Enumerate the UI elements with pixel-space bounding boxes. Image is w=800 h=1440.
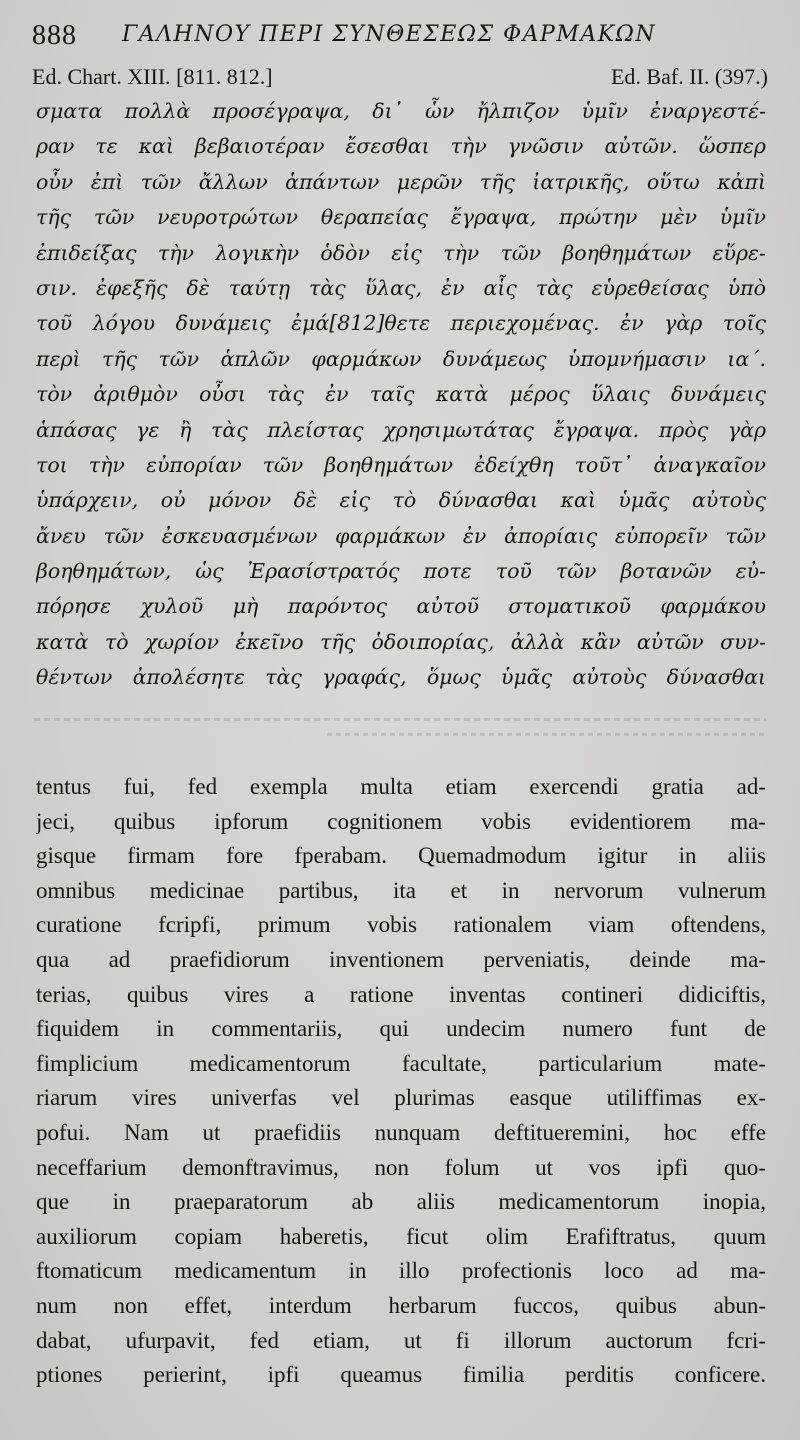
latin-line: fiquidem in commentariis, qui undecim numero funt de <box>36 1016 766 1042</box>
greek-line: τοι τὴν εὐπορίαν τῶν βοηθημάτων ἐδείχθη τοῦτ᾽ ἀναγκαῖον <box>36 452 766 477</box>
latin-line: dabat, ufurpavit, fed etiam, ut fi illorum auctorum fcri- <box>36 1327 766 1353</box>
greek-line: οὖν ἐπὶ τῶν ἄλλων ἁπάντων μερῶν τῆς ἰατρικῆς, οὕτω κἀπὶ <box>36 169 766 194</box>
latin-line: num non effet, interdum herbarum fuccos, quibus abun- <box>36 1292 766 1318</box>
latin-line: terias, quibus vires a ratione inventas contineri didiciftis, <box>36 981 766 1007</box>
greek-line: σματα πολλὰ προσέγραψα, δι᾽ ὧν ἤλπιζον ὑμῖν ἐναργεστέ- <box>36 99 766 123</box>
greek-line: ἐπιδείξας τὴν λογικὴν ὁδὸν εἰς τὴν τῶν βοηθημάτων εὕρε- <box>36 240 766 265</box>
greek-line: ὑπάρχειν, οὐ μόνον δὲ εἰς τὸ δύνασθαι καὶ ὑμᾶς αὐτοὺς <box>36 488 766 513</box>
latin-line: auxiliorum copiam haberetis, ficut olim Erafiftratus, quum <box>36 1223 766 1249</box>
running-title: ΓΑΛΗΝΟΥ ΠΕΡΙ ΣΥΝΘΕΣΕΩΣ ΦΑΡΜΑΚΩΝ <box>122 22 657 47</box>
greek-line: κατὰ τὸ χωρίον ἐκεῖνο τῆς ὁδοιπορίας, ἀλλὰ κἂν αὐτῶν συν- <box>36 629 766 654</box>
greek-text-column <box>36 94 766 696</box>
greek-line: βοηθημάτων, ὡς Ἐρασίστρατός ποτε τοῦ τῶν βοτανῶν εὐ- <box>36 559 766 584</box>
greek-line: ραν τε καὶ βεβαιοτέραν ἔσεσθαι τὴν γνῶσιν αὐτῶν. ὥσπερ <box>36 134 766 159</box>
edition-references <box>32 64 768 94</box>
latin-line: omnibus medicinae partibus, ita et in nervorum vulnerum <box>36 877 766 903</box>
page-number: 888 <box>32 20 77 51</box>
latin-line: ftomaticum medicamentum in illo profectionis loco ad ma- <box>36 1258 766 1284</box>
latin-line: neceffarium demonftravimus, non folum ut vos ipfi quo- <box>36 1154 766 1180</box>
latin-line: gisque firmam fore fperabam. Quemadmodum igitur in aliis <box>36 843 766 869</box>
latin-line: jeci, quibus ipforum cognitionem vobis evidentiorem ma- <box>36 808 766 834</box>
edition-basel-reference: Ed. Baf. II. (397.) <box>610 64 768 89</box>
greek-line: ἄνευ τῶν ἐσκευασμένων φαρμάκων ἐν ἀπορίαις εὐπορεῖν τῶν <box>36 523 766 548</box>
greek-line: τὸν ἀριθμὸν οὖσι τὰς ἐν ταῖς κατὰ μέρος ὕλαις δυνάμεις <box>36 382 766 407</box>
page-header <box>32 20 772 54</box>
bleed-through-divider <box>34 708 766 744</box>
greek-line: σιν. ἐφεξῆς δὲ ταύτῃ τὰς ὕλας, ἐν αἷς τὰς εὑρεθείσας ὑπὸ <box>36 275 766 300</box>
greek-line: τῆς τῶν νευροτρώτων θεραπείας ἔγραψα, πρώτην μὲν ὑμῖν <box>36 205 766 230</box>
greek-line: θέντων ἀπολέσητε τὰς γραφάς, ὅμως ὑμᾶς αὐτοὺς δύνασθαι <box>36 665 766 690</box>
latin-line: fimplicium medicamentorum facultate, particularium mate- <box>36 1050 766 1076</box>
greek-line: πόρησε χυλοῦ μὴ παρόντος αὐτοῦ στοματικοῦ φαρμάκου <box>36 594 766 619</box>
edition-chart-reference: Ed. Chart. XIII. [811. 812.] <box>32 64 273 89</box>
latin-line: pofui. Nam ut praefidiis nunquam deftitueremini, hoc effe <box>36 1119 766 1145</box>
latin-line: tentus fui, fed exempla multa etiam exercendi gratia ad- <box>36 774 766 799</box>
latin-line: curatione fcripfi, primum vobis rationalem viam oftendens, <box>36 912 766 938</box>
latin-line: qua ad praefidiorum inventionem perveniatis, deinde ma- <box>36 946 766 972</box>
greek-line: τοῦ λόγου δυνάμεις ἐμά[812]θετε περιεχομένας. ἐν γὰρ τοῖς <box>36 311 766 336</box>
latin-text-column <box>36 770 766 1393</box>
latin-line: riarum vires univerfas vel plurimas easque utiliffimas ex- <box>36 1085 766 1111</box>
latin-line: ptiones perierint, ipfi queamus fimilia perditis conficere. <box>36 1362 766 1388</box>
greek-line: περὶ τῆς τῶν ἁπλῶν φαρμάκων δυνάμεως ὑπομνήμασιν ια΄. <box>36 346 766 371</box>
greek-line: ἁπάσας γε ἢ τὰς πλείστας χρησιμωτάτας ἔγραψα. πρὸς γὰρ <box>36 417 766 442</box>
latin-line: que in praeparatorum ab aliis medicamentorum inopia, <box>36 1189 766 1215</box>
